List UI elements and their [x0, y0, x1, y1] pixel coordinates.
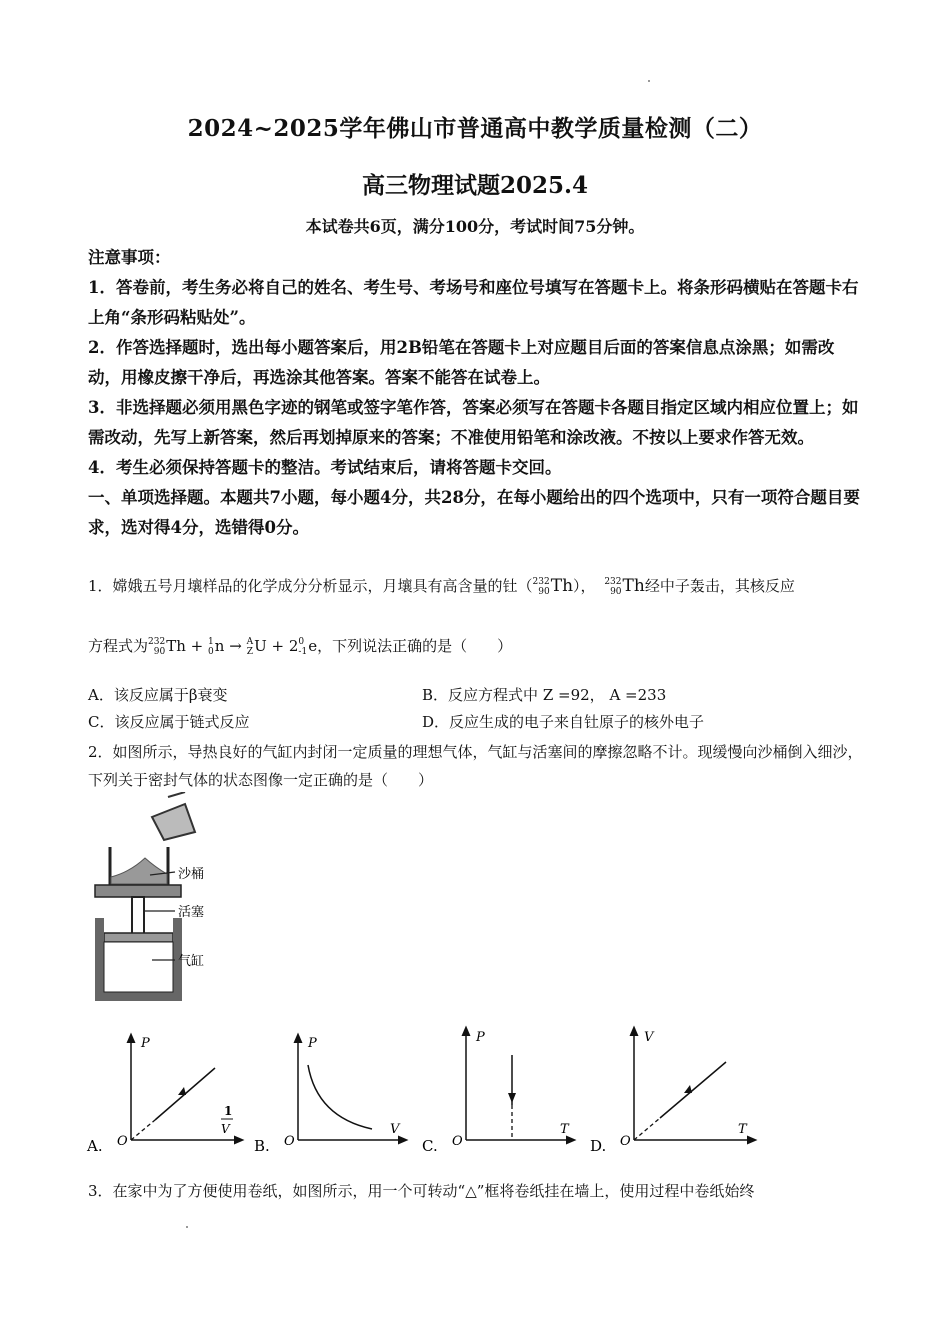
question-3-text: 3．在家中为了方便使用卷纸，如图所示，用一个可转动“△”框将卷纸挂在墙上，使用过程中卷纸始终 — [88, 1182, 755, 1200]
graph-c-origin: O — [452, 1134, 463, 1149]
graph-d-origin: O — [620, 1134, 631, 1149]
graph-d-xlabel: T — [738, 1122, 747, 1137]
q1-option-d[interactable]: D．反应生成的电子来自钍原子的核外电子 — [422, 713, 705, 731]
graph-a-option: A. — [87, 1137, 103, 1155]
scan-speck — [186, 1226, 188, 1228]
label-sand-bucket: 沙桶 — [178, 867, 205, 882]
eq-e-coef: 2 — [288, 637, 299, 655]
eq-u-mass: A — [246, 637, 254, 647]
graph-b-xlabel: V — [390, 1122, 400, 1137]
sand-bucket-icon — [110, 847, 168, 885]
exam-info: 本试卷共6页，满分100分，考试时间75分钟。 — [305, 217, 645, 236]
eq-arrow: → — [229, 637, 242, 655]
q1-option-c[interactable]: C．该反应属于链式反应 — [88, 713, 250, 731]
th-symbol-2: Th — [622, 576, 645, 596]
eq-e-mass: 0 — [298, 637, 305, 647]
eq-n-mass: 1 — [208, 637, 214, 647]
graph-b-ylabel: P — [308, 1036, 317, 1051]
question-1-line-2 — [88, 632, 868, 660]
q1-option-b[interactable] — [422, 684, 666, 705]
direction-arrow-icon — [684, 1085, 692, 1093]
piston-icon — [95, 885, 181, 942]
graph-a-origin: O — [117, 1134, 128, 1149]
eq-u-charge: Z — [246, 647, 254, 657]
graph-d-ylabel: V — [644, 1030, 654, 1045]
q1-text-a: 1．嫦娥五号月壤样品的化学成分分析显示，月壤具有高含量的钍（ — [88, 577, 533, 595]
notes-heading: 注意事项： — [88, 248, 171, 267]
graph-option-c[interactable] — [420, 1025, 580, 1160]
scan-speck — [648, 80, 650, 82]
graph-option-d[interactable] — [588, 1025, 758, 1160]
eq-n — [208, 637, 214, 657]
graph-c-xlabel: T — [560, 1122, 569, 1137]
eq-n-symbol: n — [214, 637, 225, 655]
th-mass: 232 — [532, 577, 550, 587]
eq-plus-1: + — [190, 637, 204, 655]
graph-a-ylabel: P — [141, 1036, 150, 1051]
eq-th — [148, 637, 165, 657]
eq-plus-2: + — [271, 637, 285, 655]
graph-option-a[interactable] — [85, 1025, 245, 1160]
note-item-4: 4．考生必须保持答题卡的整洁。考试结束后，请将答题卡交回。 — [88, 458, 562, 477]
th-charge-2: 90 — [610, 587, 622, 597]
notes-section — [88, 243, 864, 543]
exam-title: 2024~2025学年佛山市普通高中教学质量检测（二） — [187, 115, 763, 142]
cylinder-figure — [90, 792, 230, 1007]
q1-option-b-a: A =233 — [609, 686, 667, 704]
eq-u-symbol: U — [254, 637, 267, 655]
q1-text-d: 方程式为 — [88, 637, 149, 655]
q1-option-a[interactable]: A．该反应属于β衰变 — [88, 686, 228, 704]
question-1-line-1 — [88, 572, 868, 600]
q1-option-b-prefix: B．反应方程式中 — [422, 686, 539, 704]
th-nuclide-2 — [604, 577, 621, 597]
graph-b-option: B. — [254, 1137, 270, 1155]
q1-text-e: ，下列说法正确的是（ ） — [317, 637, 513, 655]
q1-option-b-z: Z =92， — [542, 686, 605, 704]
note-item-2: 2．作答选择题时，选出每小题答案后，用2B铅笔在答题卡上对应题目后面的答案信息点涂黑；如需改动，用橡皮擦干净后，再选涂其他答案。答案不能答在试卷上。 — [88, 338, 835, 387]
sand-pouring-icon — [152, 792, 195, 840]
q1-text-c: 经中子轰击，其核反应 — [644, 577, 795, 595]
label-piston: 活塞 — [178, 905, 205, 920]
th-charge: 90 — [538, 587, 550, 597]
graph-option-b[interactable] — [252, 1025, 412, 1160]
label-cylinder: 气缸 — [178, 954, 205, 969]
note-item-1: 1．答卷前，考生务必将自己的姓名、考生号、考场号和座位号填写在答题卡上。将条形码横贴在答题卡右上角“条形码粘贴处”。 — [88, 278, 859, 327]
direction-arrow-icon — [178, 1087, 186, 1095]
graph-a-xlabel-num: 1 — [224, 1104, 233, 1118]
eq-e-charge: -1 — [298, 647, 308, 657]
section-heading: 一、单项选择题。本题共7小题，每小题4分，共28分，在每小题给出的四个选项中，只有一项符合题目要求，选对得4分，选错得0分。 — [88, 488, 860, 537]
graph-c-ylabel: P — [476, 1030, 485, 1045]
eq-e — [298, 637, 307, 657]
question-2-text: 2．如图所示，导热良好的气缸内封闭一定质量的理想气体，气缸与活塞间的摩擦忽略不计。现缓慢向沙桶倒入细沙，下列关于密封气体的状态图像一定正确的是（ ） — [88, 743, 863, 789]
eq-e-symbol: e — [308, 637, 318, 655]
note-item-3: 3．非选择题必须用黑色字迹的钢笔或签字笔作答，答案必须写在答题卡各题目指定区域内相应位置上；如需改动，先写上新答案，然后再划掉原来的答案；不准使用铅笔和涂改液。不按以上要求作答无效。 — [88, 398, 859, 447]
graph-d-option: D. — [590, 1137, 607, 1155]
q1-text-b: ）， — [573, 577, 596, 595]
eq-u — [247, 637, 254, 657]
graph-a-xlabel-den: V — [221, 1122, 230, 1136]
exam-subtitle: 高三物理试题2025.4 — [361, 172, 589, 199]
graph-c-option: C. — [422, 1137, 438, 1155]
graph-b-origin: O — [284, 1134, 295, 1149]
eq-th-charge: 90 — [153, 647, 166, 657]
th-symbol: Th — [550, 576, 574, 596]
eq-th-symbol: Th — [166, 637, 186, 655]
direction-arrow-icon — [508, 1093, 516, 1103]
eq-n-charge: 0 — [208, 647, 214, 657]
th-mass-2: 232 — [604, 577, 622, 587]
th-nuclide-1 — [533, 577, 550, 597]
eq-th-mass: 232 — [148, 637, 166, 647]
